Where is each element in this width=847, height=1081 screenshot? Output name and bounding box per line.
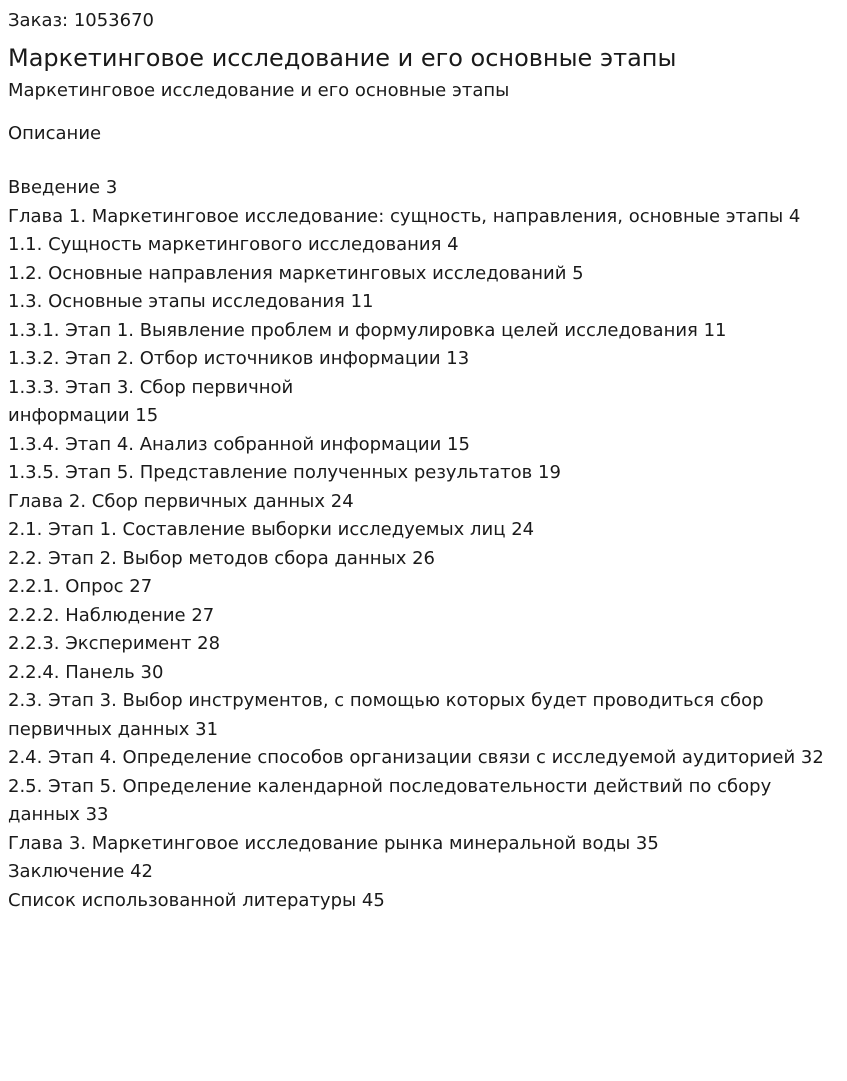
toc-item: 2.2.3. Эксперимент 28 [8, 633, 221, 654]
toc-item: информации 15 [8, 405, 159, 426]
toc-item: Глава 1. Маркетинговое исследование: сущность, направления, основные этапы 4 [8, 205, 801, 227]
toc-item: 2.5. Этап 5. Определение календарной последовательности действий по сбору данных 33 [8, 775, 772, 825]
toc-item: Введение 3 [8, 177, 118, 198]
toc-item: Глава 3. Маркетинговое исследование рынка минеральной воды 35 [8, 832, 659, 854]
toc-item: 2.2.4. Панель 30 [8, 661, 164, 683]
toc-item: 2.2.1. Опрос 27 [8, 576, 153, 597]
toc-item: Список использованной литературы 45 [8, 889, 385, 911]
toc-item: Заключение 42 [8, 861, 153, 882]
toc-item: Глава 2. Сбор первичных данных 24 [8, 490, 354, 512]
toc-item: 1.3.5. Этап 5. Представление полученных результатов 19 [8, 462, 561, 483]
toc-item: 1.3.4. Этап 4. Анализ собранной информации 15 [8, 433, 470, 455]
toc-item: 1.1. Сущность маркетингового исследования 4 [8, 234, 459, 255]
toc-item: 2.2. Этап 2. Выбор методов сбора данных 26 [8, 547, 435, 569]
toc-item: 2.1. Этап 1. Составление выборки исследуемых лиц 24 [8, 519, 535, 540]
toc-item: 1.3.2. Этап 2. Отбор источников информации 13 [8, 348, 470, 369]
toc-item: 1.3. Основные этапы исследования 11 [8, 291, 374, 312]
order-number: Заказ: 1053670 [8, 10, 154, 31]
page-title: Маркетинговое исследование и его основные этапы [8, 44, 677, 72]
toc-item: 2.3. Этап 3. Выбор инструментов, с помощью которых будет проводиться сбор первичных данных 31 [8, 690, 764, 740]
description-heading: Описание [8, 123, 102, 144]
page-subtitle: Маркетинговое исследование и его основные этапы [8, 80, 510, 101]
toc-item: 1.3.3. Этап 3. Сбор первичной [8, 376, 294, 398]
toc-item: 2.2.2. Наблюдение 27 [8, 604, 215, 626]
toc-item: 1.3.1. Этап 1. Выявление проблем и формулировка целей исследования 11 [8, 319, 727, 341]
toc-item: 2.4. Этап 4. Определение способов организации связи с исследуемой аудиторией 32 [8, 747, 824, 768]
table-of-contents [8, 174, 839, 915]
toc-item: 1.2. Основные направления маркетинговых исследований 5 [8, 262, 584, 284]
